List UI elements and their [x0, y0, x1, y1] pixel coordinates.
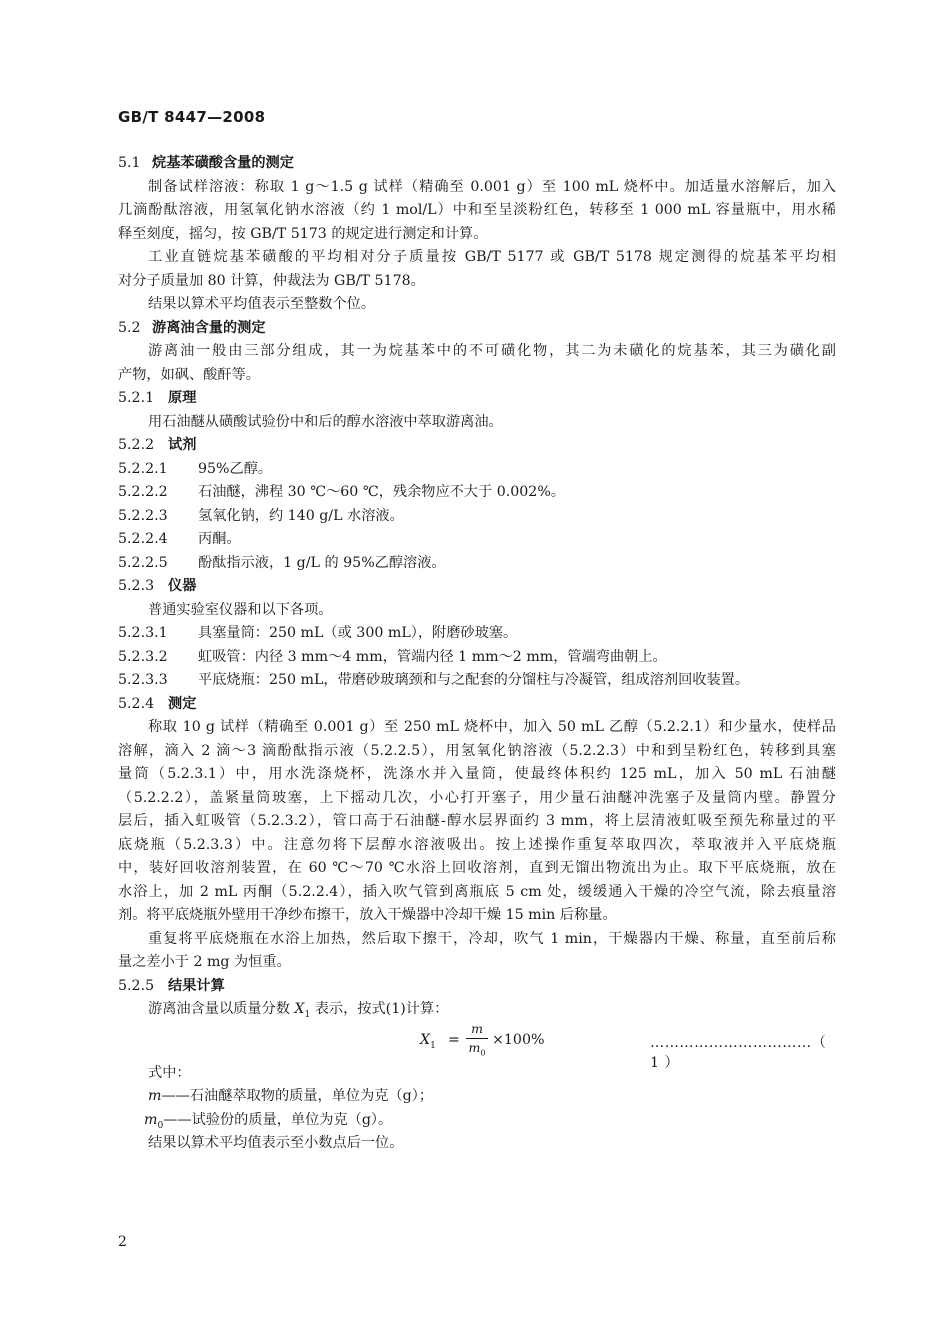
definition-m0: [118, 1109, 836, 1133]
denominator: [466, 1039, 488, 1057]
item-number: 5.2.3.2: [118, 648, 168, 665]
definition-text: ——石油醚萃取物的质量，单位为克（g）；: [161, 1088, 434, 1104]
section-heading-5-2-2: [118, 434, 836, 458]
definition-m: [118, 1085, 836, 1109]
section-heading-5-2-5: [118, 975, 836, 999]
document-body: [118, 152, 836, 1156]
section-heading-5-2-4: [118, 693, 836, 717]
section-number: 5.2.5: [118, 977, 155, 994]
paragraph-line: 称取 10 g 试样（精确至 0.001 g）至 250 mL 烧杯中，加入 50 mL 乙醇（5.2.2.1）和少量水，使样品: [148, 719, 836, 735]
denominator-symbol: m: [468, 1039, 481, 1055]
paragraph-line: 用石油醚从磺酸试验份中和后的醇水溶液中萃取游离油。: [148, 413, 503, 430]
paragraph-line: 释至刻度，摇匀，按 GB/T 5173 的规定进行测定和计算。: [118, 225, 488, 242]
item-number: 5.2.2.1: [118, 460, 168, 477]
definition-symbol: [144, 1111, 164, 1131]
paragraph-line: 层后，插入虹吸管（5.2.3.2），管口高于石油醚-醇水层界面约 3 mm，将上层清液虹吸至预先称量过的平: [118, 813, 836, 829]
section-number: 5.2: [118, 319, 141, 336]
equals-sign: =: [448, 1031, 460, 1048]
item-text: 95%乙醇。: [198, 460, 273, 477]
intro-text: 游离油含量以质量分数: [148, 1001, 295, 1017]
list-item: [118, 481, 836, 505]
variable-x1: [294, 1001, 311, 1020]
variable-subscript: 1: [304, 1009, 311, 1020]
formula-intro: [118, 998, 836, 1022]
paragraph-line: 溶解，滴入 2 滴～3 滴酚酞指示液（5.2.2.5），用氢氧化钠溶液（5.2.2.3）中和到呈粉红色，转移到具塞: [118, 742, 836, 759]
paragraph-line: 结果以算术平均值表示至整数个位。: [148, 296, 376, 312]
item-text: 具塞量筒：250 mL（或 300 mL），附磨砂玻塞。: [198, 625, 518, 641]
fraction: [466, 1020, 488, 1057]
equation-number: ……………………………（ 1 ）: [650, 1034, 827, 1071]
numerator: m: [466, 1020, 488, 1039]
section-number: 5.1: [118, 155, 141, 171]
item-text: 石油醚，沸程 30 ℃～60 ℃，残余物应不大于 0.002%。: [198, 484, 565, 500]
formula-1: [118, 1020, 836, 1071]
paragraph-line: 制备试样溶液：称取 1 g～1.5 g 试样（精确至 0.001 g）至 100 mL 烧杯中。加适量水溶解后，加入: [148, 178, 836, 195]
definition-text: ——试验份的质量，单位为克（g）。: [163, 1111, 393, 1128]
paragraph-line: 量筒（5.2.3.1）中，用水洗涤烧杯，洗涤水并入量筒，使最终体积约 125 mL，加入 50 mL 石油醚: [118, 766, 836, 782]
list-item: [118, 646, 836, 670]
list-item: [118, 505, 836, 529]
item-text: 丙酮。: [198, 531, 241, 547]
section-title: 仪器: [168, 578, 197, 594]
section-title: 烷基苯磺酸含量的测定: [152, 155, 294, 171]
paragraph-line: 中，装好回收溶剂装置，在 60 ℃～70 ℃水浴上回收溶剂，直到无馏出物流出为止。取下平底烧瓶，放在: [118, 860, 836, 876]
lhs-subscript: 1: [430, 1040, 436, 1051]
item-number: 5.2.2.4: [118, 531, 168, 547]
section-heading-5-2: [118, 317, 836, 341]
section-title: 测定: [168, 695, 197, 712]
paragraph-line: 对分子质量加 80 计算，仲裁法为 GB/T 5178。: [118, 272, 425, 289]
document-code: GB/T 8447—2008: [118, 108, 266, 126]
paragraph-line: 底烧瓶（5.2.3.3）中。注意勿将下层醇水溶液吸出。按上述操作重复萃取四次，萃取液并入平底烧瓶: [118, 836, 836, 853]
item-text: 酚酞指示液，1 g/L 的 95%乙醇溶液。: [198, 554, 446, 571]
formula-multiplier: ×100%: [492, 1031, 545, 1048]
list-item: [118, 552, 836, 576]
section-number: 5.2.4: [118, 695, 155, 712]
item-text: 虹吸管：内径 3 mm～4 mm，管端内径 1 mm～2 mm，管端弯曲朝上。: [198, 648, 667, 665]
page-number: 2: [118, 1234, 127, 1250]
section-heading-5-2-3: [118, 575, 836, 599]
paragraph-line: （5.2.2.2），盖紧量筒玻塞，上下摇动几次，小心打开塞子，用少量石油醚冲洗塞子及量筒内壁。静置分: [118, 789, 836, 806]
definition-symbol: m: [148, 1088, 162, 1104]
list-item: [118, 622, 836, 646]
section-number: 5.2.1: [118, 390, 155, 406]
section-title: 试剂: [168, 437, 197, 453]
item-number: 5.2.2.5: [118, 554, 168, 571]
item-number: 5.2.3.3: [118, 672, 168, 688]
denominator-subscript: 0: [480, 1048, 486, 1057]
list-item: [118, 669, 836, 693]
list-item: [118, 458, 836, 482]
variable-symbol: X: [294, 1001, 305, 1017]
intro-text: 表示，按式(1)计算：: [310, 1001, 449, 1017]
paragraph-line: 游离油一般由三部分组成，其一为烷基苯中的不可磺化物，其二为未磺化的烷基苯，其三为磺化副: [148, 343, 836, 359]
item-text: 平底烧瓶：250 mL，带磨砂玻璃颈和与之配套的分馏柱与冷凝管，组成溶剂回收装置。: [198, 672, 750, 688]
item-number: 5.2.2.2: [118, 484, 168, 500]
paragraph-line: 重复将平底烧瓶在水浴上加热，然后取下擦干，冷却，吹气 1 min，干燥器内干燥、称量，直至前后称: [148, 930, 836, 947]
section-heading-5-1: [118, 152, 836, 176]
section-number: 5.2.2: [118, 437, 155, 453]
paragraph-line: 剂。将平底烧瓶外壁用干净纱布擦干，放入干燥器中冷却干燥 15 min 后称量。: [118, 907, 617, 923]
lhs-symbol: X: [420, 1031, 431, 1048]
list-item: [118, 528, 836, 552]
paragraph-line: 量之差小于 2 mg 为恒重。: [118, 954, 291, 970]
paragraph-line: 结果以算术平均值表示至小数点后一位。: [148, 1135, 404, 1151]
section-title: 结果计算: [168, 977, 225, 994]
paragraph-line: 普通实验室仪器和以下各项。: [148, 601, 333, 618]
paragraph-line: 工业直链烷基苯磺酸的平均相对分子质量按 GB/T 5177 或 GB/T 5178 规定测得的烷基苯平均相: [148, 249, 836, 265]
symbol-letter: m: [144, 1111, 158, 1128]
section-heading-5-2-1: [118, 387, 836, 411]
paragraph-line: 水浴上，加 2 mL 丙酮（5.2.2.4），插入吹气管到离瓶底 5 cm 处，缓缓通入干燥的冷空气流，除去痕量溶: [118, 883, 836, 900]
symbol-subscript: 0: [157, 1120, 164, 1131]
formula-lhs: [420, 1032, 436, 1051]
item-text: 氢氧化钠，约 140 g/L 水溶液。: [198, 507, 404, 524]
item-number: 5.2.3.1: [118, 625, 168, 641]
where-label: 式中：: [148, 1064, 191, 1081]
paragraph-line: 几滴酚酞溶液，用氢氧化钠水溶液（约 1 mol/L）中和至呈淡粉红色，转移至 1 000 mL 容量瓶中，用水稀: [118, 202, 836, 218]
section-title: 游离油含量的测定: [152, 319, 266, 336]
paragraph-line: 产物，如砜、酸酐等。: [118, 366, 260, 383]
section-title: 原理: [168, 390, 197, 406]
section-number: 5.2.3: [118, 578, 155, 594]
item-number: 5.2.2.3: [118, 507, 168, 524]
